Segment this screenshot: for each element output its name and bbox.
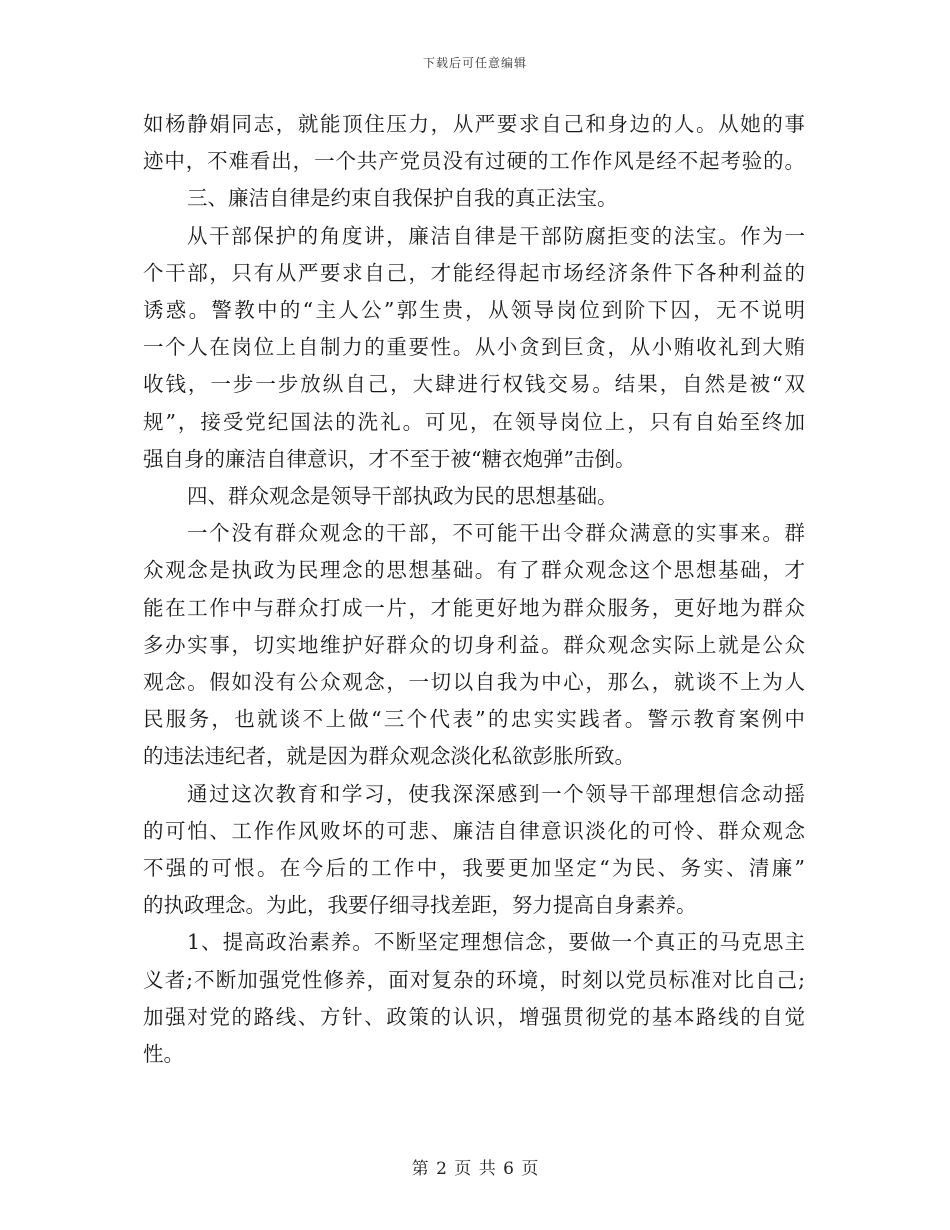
text-line: 能在工作中与群众打成一片，才能更好地为群众服务，更好地为群众 xyxy=(143,595,805,620)
text-line: 民服务，也就谈不上做“三个代表”的忠实实践者。警示教育案例中 xyxy=(143,707,805,732)
text-line: 观念。假如没有公众观念，一切以自我为中心，那么，就谈不上为人 xyxy=(143,670,805,695)
text-line: 的可怕、工作作风败坏的可悲、廉洁自律意识淡化的可怜、群众观念 xyxy=(143,818,805,843)
text-line: 众观念是执政为民理念的思想基础。有了群众观念这个思想基础，才 xyxy=(143,558,805,583)
section-heading-4: 四、群众观念是领导干部执政为民的思想基础。 xyxy=(187,484,618,509)
text-line: 的违法违纪者，就是因为群众观念淡化私欲彭胀所致。 xyxy=(143,744,635,769)
text-line: 加强对党的路线、方针、政策的认识，增强贯彻党的基本路线的自觉 xyxy=(143,1004,805,1029)
text-line: 如杨静娟同志，就能顶住压力，从严要求自己和身边的人。从她的事 xyxy=(143,112,805,136)
text-line: 不强的可恨。在今后的工作中，我要更加坚定“为民、务实、清廉” xyxy=(143,856,805,881)
text-line: 一个没有群众观念的干部，不可能干出令群众满意的实事来。群 xyxy=(187,521,805,546)
text-line: 从干部保护的角度讲，廉洁自律是干部防腐拒变的法宝。作为一 xyxy=(187,223,805,248)
text-line: 一个人在岗位上自制力的重要性。从小贪到巨贪，从小贿收礼到大贿 xyxy=(143,335,805,360)
text-line: 强自身的廉洁自律意识，才不至于被“糖衣炮弹”击倒。 xyxy=(143,446,636,471)
document-body xyxy=(143,106,805,1073)
text-line: 规”，接受党纪国法的洗礼。可见，在领导岗位上，只有自始至终加 xyxy=(143,409,805,434)
text-line: 的执政理念。为此，我要仔细寻找差距，努力提高自身素养。 xyxy=(143,893,697,918)
text-line: 1、提高政治素养。不断坚定理想信念，要做一个真正的马克思主 xyxy=(187,930,805,955)
section-heading-3: 三、廉洁自律是约束自我保护自我的真正法宝。 xyxy=(187,186,618,211)
text-line: 个干部，只有从严要求自己，才能经得起市场经济条件下各种利益的 xyxy=(143,260,805,285)
text-line: 多办实事，切实地维护好群众的切身利益。群众观念实际上就是公众 xyxy=(143,632,805,657)
page-number-footer: 第 2 页 共 6 页 xyxy=(411,1159,539,1179)
text-line: 通过这次教育和学习，使我深深感到一个领导干部理想信念动摇 xyxy=(187,781,805,806)
text-line: 迹中，不难看出，一个共产党员没有过硬的工作作风是经不起考验的。 xyxy=(143,149,805,174)
text-line: 收钱，一步一步放纵自己，大肆进行权钱交易。结果，自然是被“双 xyxy=(143,372,805,397)
text-line: 义者;不断加强党性修养，面对复杂的环境，时刻以党员标准对比自己; xyxy=(143,967,805,992)
page-header: 下载后可任意编辑 xyxy=(422,56,527,70)
text-line: 性。 xyxy=(143,1042,184,1067)
text-line: 诱惑。警教中的“主人公”郭生贵，从领导岗位到阶下囚，无不说明 xyxy=(143,298,805,323)
